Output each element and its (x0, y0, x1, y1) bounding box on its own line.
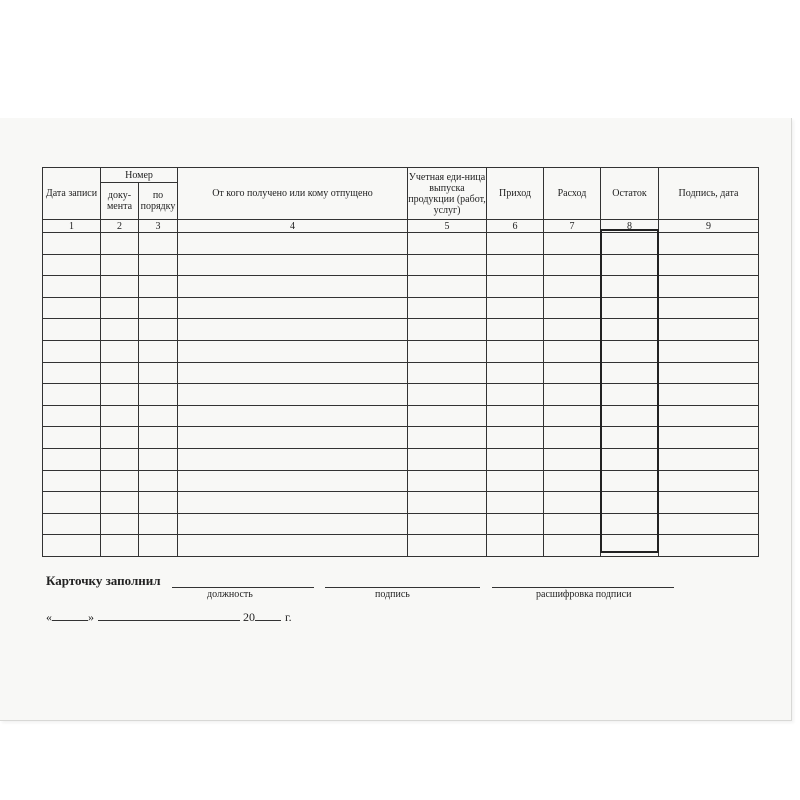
table-cell[interactable] (139, 492, 178, 514)
table-cell[interactable] (544, 340, 601, 362)
table-cell[interactable] (178, 254, 408, 276)
table-cell[interactable] (601, 319, 659, 341)
table-row (43, 470, 759, 492)
table-cell[interactable] (659, 233, 759, 255)
header-balance: Остаток (601, 168, 659, 220)
table-cell[interactable] (101, 448, 139, 470)
table-cell[interactable] (601, 297, 659, 319)
table-cell[interactable] (544, 297, 601, 319)
table-cell[interactable] (43, 448, 101, 470)
table-row (43, 427, 759, 449)
table-cell[interactable] (659, 297, 759, 319)
table-cell[interactable] (43, 492, 101, 514)
table-cell[interactable] (101, 276, 139, 298)
table-cell[interactable] (487, 319, 544, 341)
table-cell[interactable] (101, 340, 139, 362)
table-cell[interactable] (408, 233, 487, 255)
table-cell[interactable] (178, 513, 408, 535)
column-number: 1 (43, 220, 101, 233)
table-cell[interactable] (139, 233, 178, 255)
year-prefix: 20 (243, 610, 255, 624)
table-cell[interactable] (101, 254, 139, 276)
table-cell[interactable] (178, 340, 408, 362)
table-row (43, 362, 759, 384)
table-cell[interactable] (178, 319, 408, 341)
table-cell[interactable] (487, 427, 544, 449)
table-cell[interactable] (178, 384, 408, 406)
table-cell[interactable] (659, 448, 759, 470)
header-signature-date: Подпись, дата (659, 168, 759, 220)
table-cell[interactable] (544, 448, 601, 470)
table-cell[interactable] (178, 492, 408, 514)
table-cell[interactable] (139, 384, 178, 406)
table-cell[interactable] (43, 276, 101, 298)
table-cell[interactable] (43, 535, 101, 557)
table-cell[interactable] (408, 297, 487, 319)
table-cell[interactable] (101, 362, 139, 384)
table-row (43, 297, 759, 319)
form-card (0, 118, 792, 721)
table-cell[interactable] (544, 427, 601, 449)
table-cell[interactable] (43, 319, 101, 341)
table-cell[interactable] (659, 492, 759, 514)
table-cell[interactable] (43, 427, 101, 449)
table-cell[interactable] (139, 513, 178, 535)
column-number: 3 (139, 220, 178, 233)
table-cell[interactable] (659, 384, 759, 406)
table-cell[interactable] (487, 384, 544, 406)
column-number: 7 (544, 220, 601, 233)
header-expense: Расход (544, 168, 601, 220)
date-line (46, 608, 292, 625)
filled-by-label: Карточку заполнил (46, 573, 161, 588)
header-date: Дата записи (43, 168, 101, 220)
table-cell[interactable] (43, 254, 101, 276)
table-cell[interactable] (178, 276, 408, 298)
column-number: 8 (601, 220, 659, 233)
quote-close: » (88, 610, 94, 624)
table-cell[interactable] (178, 233, 408, 255)
table-cell[interactable] (408, 254, 487, 276)
table-row (43, 384, 759, 406)
table-row (43, 254, 759, 276)
table-cell[interactable] (487, 276, 544, 298)
table-cell[interactable] (408, 535, 487, 557)
table-cell[interactable] (101, 492, 139, 514)
table-cell[interactable] (101, 513, 139, 535)
table-cell[interactable] (43, 233, 101, 255)
table-cell[interactable] (659, 405, 759, 427)
table-cell[interactable] (43, 513, 101, 535)
table-cell[interactable] (487, 233, 544, 255)
table-cell[interactable] (487, 470, 544, 492)
table-cell[interactable] (139, 405, 178, 427)
year-field[interactable] (255, 608, 281, 621)
table-row (43, 513, 759, 535)
table-row (43, 233, 759, 255)
table-cell[interactable] (487, 492, 544, 514)
table-cell[interactable] (601, 470, 659, 492)
table-cell[interactable] (101, 405, 139, 427)
signature-line[interactable] (325, 587, 480, 588)
table-row (43, 535, 759, 557)
table-cell[interactable] (139, 276, 178, 298)
table-body (43, 233, 759, 557)
table-row (43, 492, 759, 514)
table-cell[interactable] (544, 384, 601, 406)
table-cell[interactable] (408, 492, 487, 514)
table-cell[interactable] (101, 384, 139, 406)
table-cell[interactable] (178, 405, 408, 427)
header-order: по порядку (139, 183, 178, 220)
table-cell[interactable] (487, 535, 544, 557)
table-cell[interactable] (178, 535, 408, 557)
table-cell[interactable] (43, 384, 101, 406)
table-cell[interactable] (601, 448, 659, 470)
table-cell[interactable] (601, 384, 659, 406)
table-cell[interactable] (544, 254, 601, 276)
table-cell[interactable] (601, 513, 659, 535)
table-cell[interactable] (101, 297, 139, 319)
table-cell[interactable] (544, 535, 601, 557)
column-number: 6 (487, 220, 544, 233)
table-cell[interactable] (659, 276, 759, 298)
table-cell[interactable] (408, 340, 487, 362)
table-cell[interactable] (101, 427, 139, 449)
table-cell[interactable] (544, 233, 601, 255)
table-cell[interactable] (601, 362, 659, 384)
table-cell[interactable] (408, 405, 487, 427)
position-caption: должность (207, 589, 253, 600)
signature-decoding-caption: расшифровка подписи (536, 589, 632, 600)
table-cell[interactable] (101, 233, 139, 255)
table-cell[interactable] (544, 492, 601, 514)
table-cell[interactable] (178, 470, 408, 492)
table-cell[interactable] (43, 340, 101, 362)
table-cell[interactable] (659, 427, 759, 449)
ledger-table (42, 167, 759, 557)
table-cell[interactable] (43, 362, 101, 384)
table-cell[interactable] (487, 405, 544, 427)
table-cell[interactable] (178, 297, 408, 319)
column-number: 9 (659, 220, 759, 233)
column-number: 2 (101, 220, 139, 233)
table-cell[interactable] (178, 448, 408, 470)
header-unit: Учетная еди-ница выпуска продукции (работ, услуг) (408, 168, 487, 220)
table-cell[interactable] (487, 340, 544, 362)
table-cell[interactable] (408, 513, 487, 535)
table-cell[interactable] (487, 254, 544, 276)
table-cell[interactable] (544, 362, 601, 384)
quote-open: « (46, 610, 52, 624)
table-cell[interactable] (408, 276, 487, 298)
day-field[interactable] (52, 608, 88, 621)
table-cell[interactable] (139, 254, 178, 276)
table-cell[interactable] (101, 319, 139, 341)
table-cell[interactable] (659, 340, 759, 362)
table-cell[interactable] (601, 427, 659, 449)
table-cell[interactable] (487, 448, 544, 470)
table-cell[interactable] (601, 492, 659, 514)
header-income: Приход (487, 168, 544, 220)
table-row (43, 340, 759, 362)
table-cell[interactable] (139, 319, 178, 341)
table-cell[interactable] (487, 297, 544, 319)
table-cell[interactable] (544, 405, 601, 427)
table-cell[interactable] (601, 340, 659, 362)
table-cell[interactable] (408, 448, 487, 470)
column-number: 5 (408, 220, 487, 233)
table-cell[interactable] (544, 513, 601, 535)
table-cell[interactable] (601, 405, 659, 427)
table-row (43, 405, 759, 427)
table-cell[interactable] (659, 535, 759, 557)
table-cell[interactable] (43, 405, 101, 427)
table-cell[interactable] (408, 384, 487, 406)
year-suffix: г. (285, 610, 292, 624)
table-cell[interactable] (601, 535, 659, 557)
table-cell[interactable] (408, 427, 487, 449)
table-cell[interactable] (544, 319, 601, 341)
table-cell[interactable] (544, 470, 601, 492)
table-cell[interactable] (139, 448, 178, 470)
table-cell[interactable] (139, 427, 178, 449)
table-cell[interactable] (659, 362, 759, 384)
table-cell[interactable] (408, 362, 487, 384)
table-cell[interactable] (43, 470, 101, 492)
table-row (43, 276, 759, 298)
table-cell[interactable] (43, 297, 101, 319)
signature-caption: подпись (375, 589, 410, 600)
table-cell[interactable] (101, 535, 139, 557)
table-cell[interactable] (601, 254, 659, 276)
table-cell[interactable] (487, 513, 544, 535)
table-cell[interactable] (408, 470, 487, 492)
table-cell[interactable] (487, 362, 544, 384)
table-cell[interactable] (178, 362, 408, 384)
table-cell[interactable] (139, 297, 178, 319)
table-cell[interactable] (408, 319, 487, 341)
table-cell[interactable] (139, 362, 178, 384)
table-row (43, 319, 759, 341)
position-line[interactable] (172, 587, 314, 588)
table-cell[interactable] (178, 427, 408, 449)
header-number: Номер (101, 168, 178, 183)
table-cell[interactable] (659, 513, 759, 535)
table-cell[interactable] (139, 340, 178, 362)
header-from-to: От кого получено или кому отпущено (178, 168, 408, 220)
month-field[interactable] (98, 608, 240, 621)
table-cell[interactable] (544, 276, 601, 298)
table-cell[interactable] (139, 535, 178, 557)
table-cell[interactable] (601, 276, 659, 298)
column-number: 4 (178, 220, 408, 233)
table-cell[interactable] (101, 470, 139, 492)
header-document: доку-мента (101, 183, 139, 220)
table-cell[interactable] (659, 319, 759, 341)
table-cell[interactable] (659, 470, 759, 492)
table-cell[interactable] (601, 233, 659, 255)
table-cell[interactable] (659, 254, 759, 276)
table-cell[interactable] (139, 470, 178, 492)
signature-decoding-line[interactable] (492, 587, 674, 588)
table-row (43, 448, 759, 470)
